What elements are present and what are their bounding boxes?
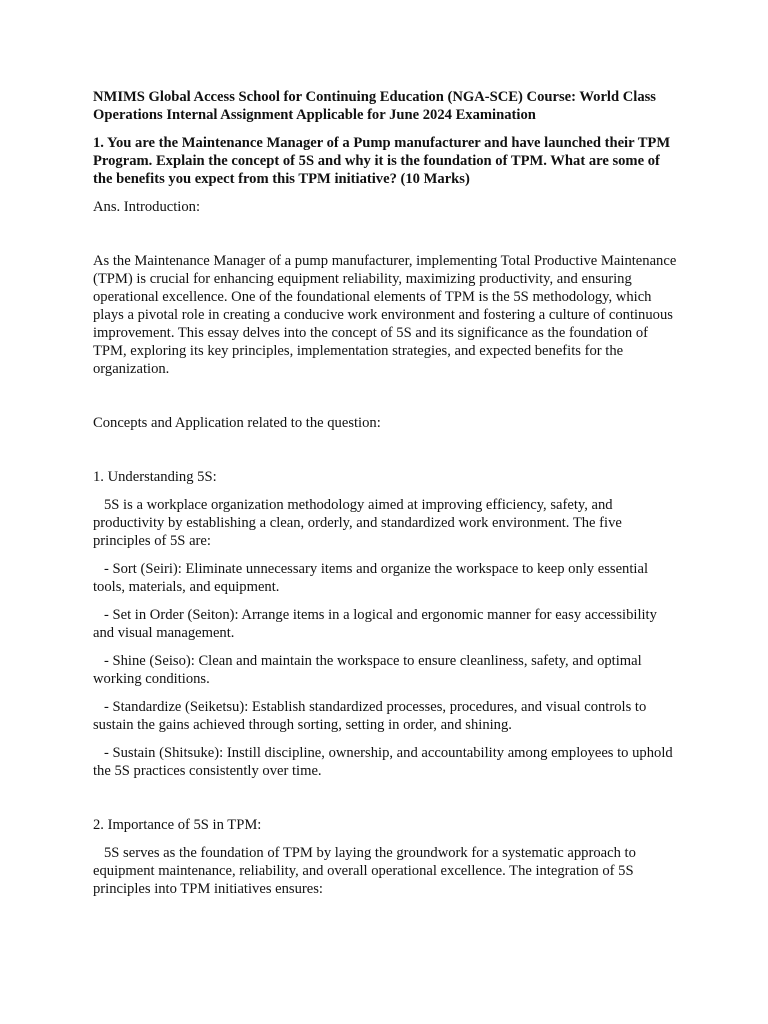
principle-sort: - Sort (Seiri): Eliminate unnecessary items and organize the workspace to keep only essential tools, materials, and equipment. [93,561,648,595]
section-1-intro: 5S is a workplace organization methodology aimed at improving efficiency, safety, and productivity by establishing a clean, orderly, and standardized work environment. The five principles of 5S are: [93,497,622,549]
concepts-label: Concepts and Application related to the question: [93,415,381,431]
section-2-intro: 5S serves as the foundation of TPM by laying the groundwork for a systematic approach to equipment maintenance, reliability, and overall operational excellence. The integration of 5S principles into TPM initiatives ensures: [93,845,636,897]
principle-shine: - Shine (Seiso): Clean and maintain the workspace to ensure cleanliness, safety, and optimal working conditions. [93,653,642,687]
document-heading: NMIMS Global Access School for Continuing Education (NGA-SCE) Course: World Class Operations Internal Assignment Applicable for June 2024 Examination [93,89,656,123]
answer-label: Ans. Introduction: [93,199,201,215]
principle-sustain: - Sustain (Shitsuke): Instill discipline, ownership, and accountability among employees to uphold the 5S practices consistently over time. [93,745,673,779]
section-1-title: 1. Understanding 5S: [93,469,217,485]
document-content [93,88,681,908]
principle-standardize: - Standardize (Seiketsu): Establish standardized processes, procedures, and visual controls to sustain the gains achieved through sorting, setting in order, and shining. [93,699,647,733]
intro-paragraph: As the Maintenance Manager of a pump manufacturer, implementing Total Productive Maintenance (TPM) is crucial for enhancing equipment reliability, maximizing productivity, and ensuring operational excellence. One of the foundational elements of TPM is the 5S methodology, which plays a pivotal role in creating a conducive work environment and fostering a culture of continuous improvement. This essay delves into the concept of 5S and its significance as the foundation of TPM, exploring its key principles, implementation strategies, and expected benefits for the organization. [93,253,677,377]
section-2-title: 2. Importance of 5S in TPM: [93,817,262,833]
principle-set-in-order: - Set in Order (Seiton): Arrange items in a logical and ergonomic manner for easy accessibility and visual management. [93,607,657,641]
question-text: 1. You are the Maintenance Manager of a Pump manufacturer and have launched their TPM Program. Explain the concept of 5S and why it is the foundation of TPM. What are some of the benefits you expect from this TPM initiative? (10 Marks) [93,135,671,187]
